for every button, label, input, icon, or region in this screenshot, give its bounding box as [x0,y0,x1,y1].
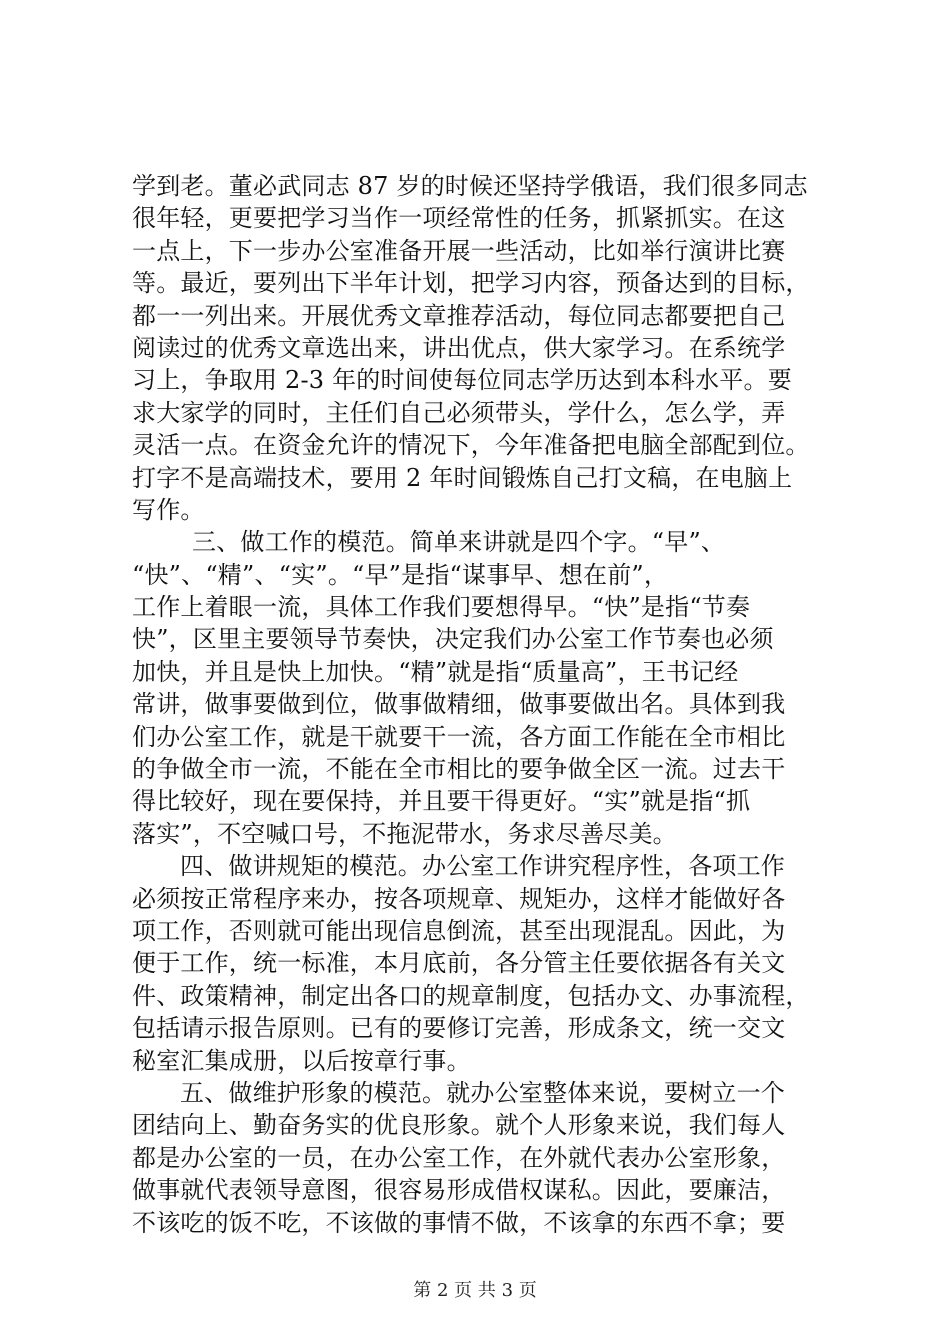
text-line: 很年轻，更要把学习当作一项经常性的任务，抓紧抓实。在这 [132,204,786,233]
text-line: 灵活一点。在资金允许的情况下，今年准备把电脑全部配到位。 [132,431,810,460]
section-heading-line: 三、做工作的模范。简单来讲就是四个字。“早”、 [192,528,726,557]
text-line: 加快，并且是快上加快。“精”就是指“质量高”，王书记经 [132,657,739,686]
text-line: 一点上，下一步办公室准备开展一些活动，比如举行演讲比赛 [132,236,786,265]
page-number-footer: 第 2 页 共 3 页 [413,1280,537,1301]
text-line: 便于工作，统一标准，本月底前，各分管主任要依据各有关文 [132,949,786,978]
text-line: 秘室汇集成册，以后按章行事。 [132,1046,471,1075]
text-line: 落实”，不空喊口号，不拖泥带水，务求尽善尽美。 [132,819,677,848]
text-line: 团结向上、勤奋务实的优良形象。就个人形象来说，我们每人 [132,1111,786,1140]
text-line: 求大家学的同时，主任们自己必须带头，学什么，怎么学，弄 [132,398,786,427]
text-line: 快”，区里主要领导节奏快，决定我们办公室工作节奏也必须 [132,625,774,654]
text-line: 写作。 [132,495,205,524]
text-line: 不该吃的饭不吃，不该做的事情不做，不该拿的东西不拿；要 [132,1208,786,1237]
text-line: 阅读过的优秀文章选出来，讲出优点，供大家学习。在系统学 [132,333,786,362]
section-heading-line: 四、做讲规矩的模范。办公室工作讲究程序性，各项工作 [180,852,785,881]
text-line: 常讲，做事要做到位，做事做精细，做事要做出名。具体到我 [132,690,786,719]
text-line: 打字不是高端技术，要用 2 年时间锻炼自己打文稿，在电脑上 [132,463,793,492]
text-line: 们办公室工作，就是干就要干一流，各方面工作能在全市相比 [132,722,786,751]
text-line: “快”、“精”、“实”。“早”是指“谋事早、想在前”， [132,560,669,589]
text-line: 项工作，否则就可能出现信息倒流，甚至出现混乱。因此，为 [132,916,786,945]
text-line: 得比较好，现在要保持，并且要干得更好。“实”就是指“抓 [132,787,751,816]
text-line: 都是办公室的一员，在办公室工作，在外就代表办公室形象， [132,1143,786,1172]
text-line: 的争做全市一流，不能在全市相比的要争做全区一流。过去干 [132,755,786,784]
text-line: 等。最近，要列出下半年计划，把学习内容，预备达到的目标， [132,269,810,298]
text-line: 件、政策精神，制定出各口的规章制度，包括办文、办事流程， [132,981,810,1010]
text-line: 习上，争取用 2-3 年的时间使每位同志学历达到本科水平。要 [132,366,792,395]
text-line: 都一一列出来。开展优秀文章推荐活动，每位同志都要把自己 [132,301,786,330]
text-line: 必须按正常程序来办，按各项规章、规矩办，这样才能做好各 [132,884,786,913]
document-body [132,170,832,1239]
text-line: 做事就代表领导意图，很容易形成借权谋私。因此，要廉洁， [132,1176,786,1205]
text-line: 工作上着眼一流，具体工作我们要想得早。“快”是指“节奏 [132,593,751,622]
text-line: 包括请示报告原则。已有的要修订完善，形成条文，统一交文 [132,1014,786,1043]
section-heading-line: 五、做维护形象的模范。就办公室整体来说，要树立一个 [180,1078,785,1107]
text-line: 学到老。董必武同志 87 岁的时候还坚持学俄语，我们很多同志 [132,172,808,200]
